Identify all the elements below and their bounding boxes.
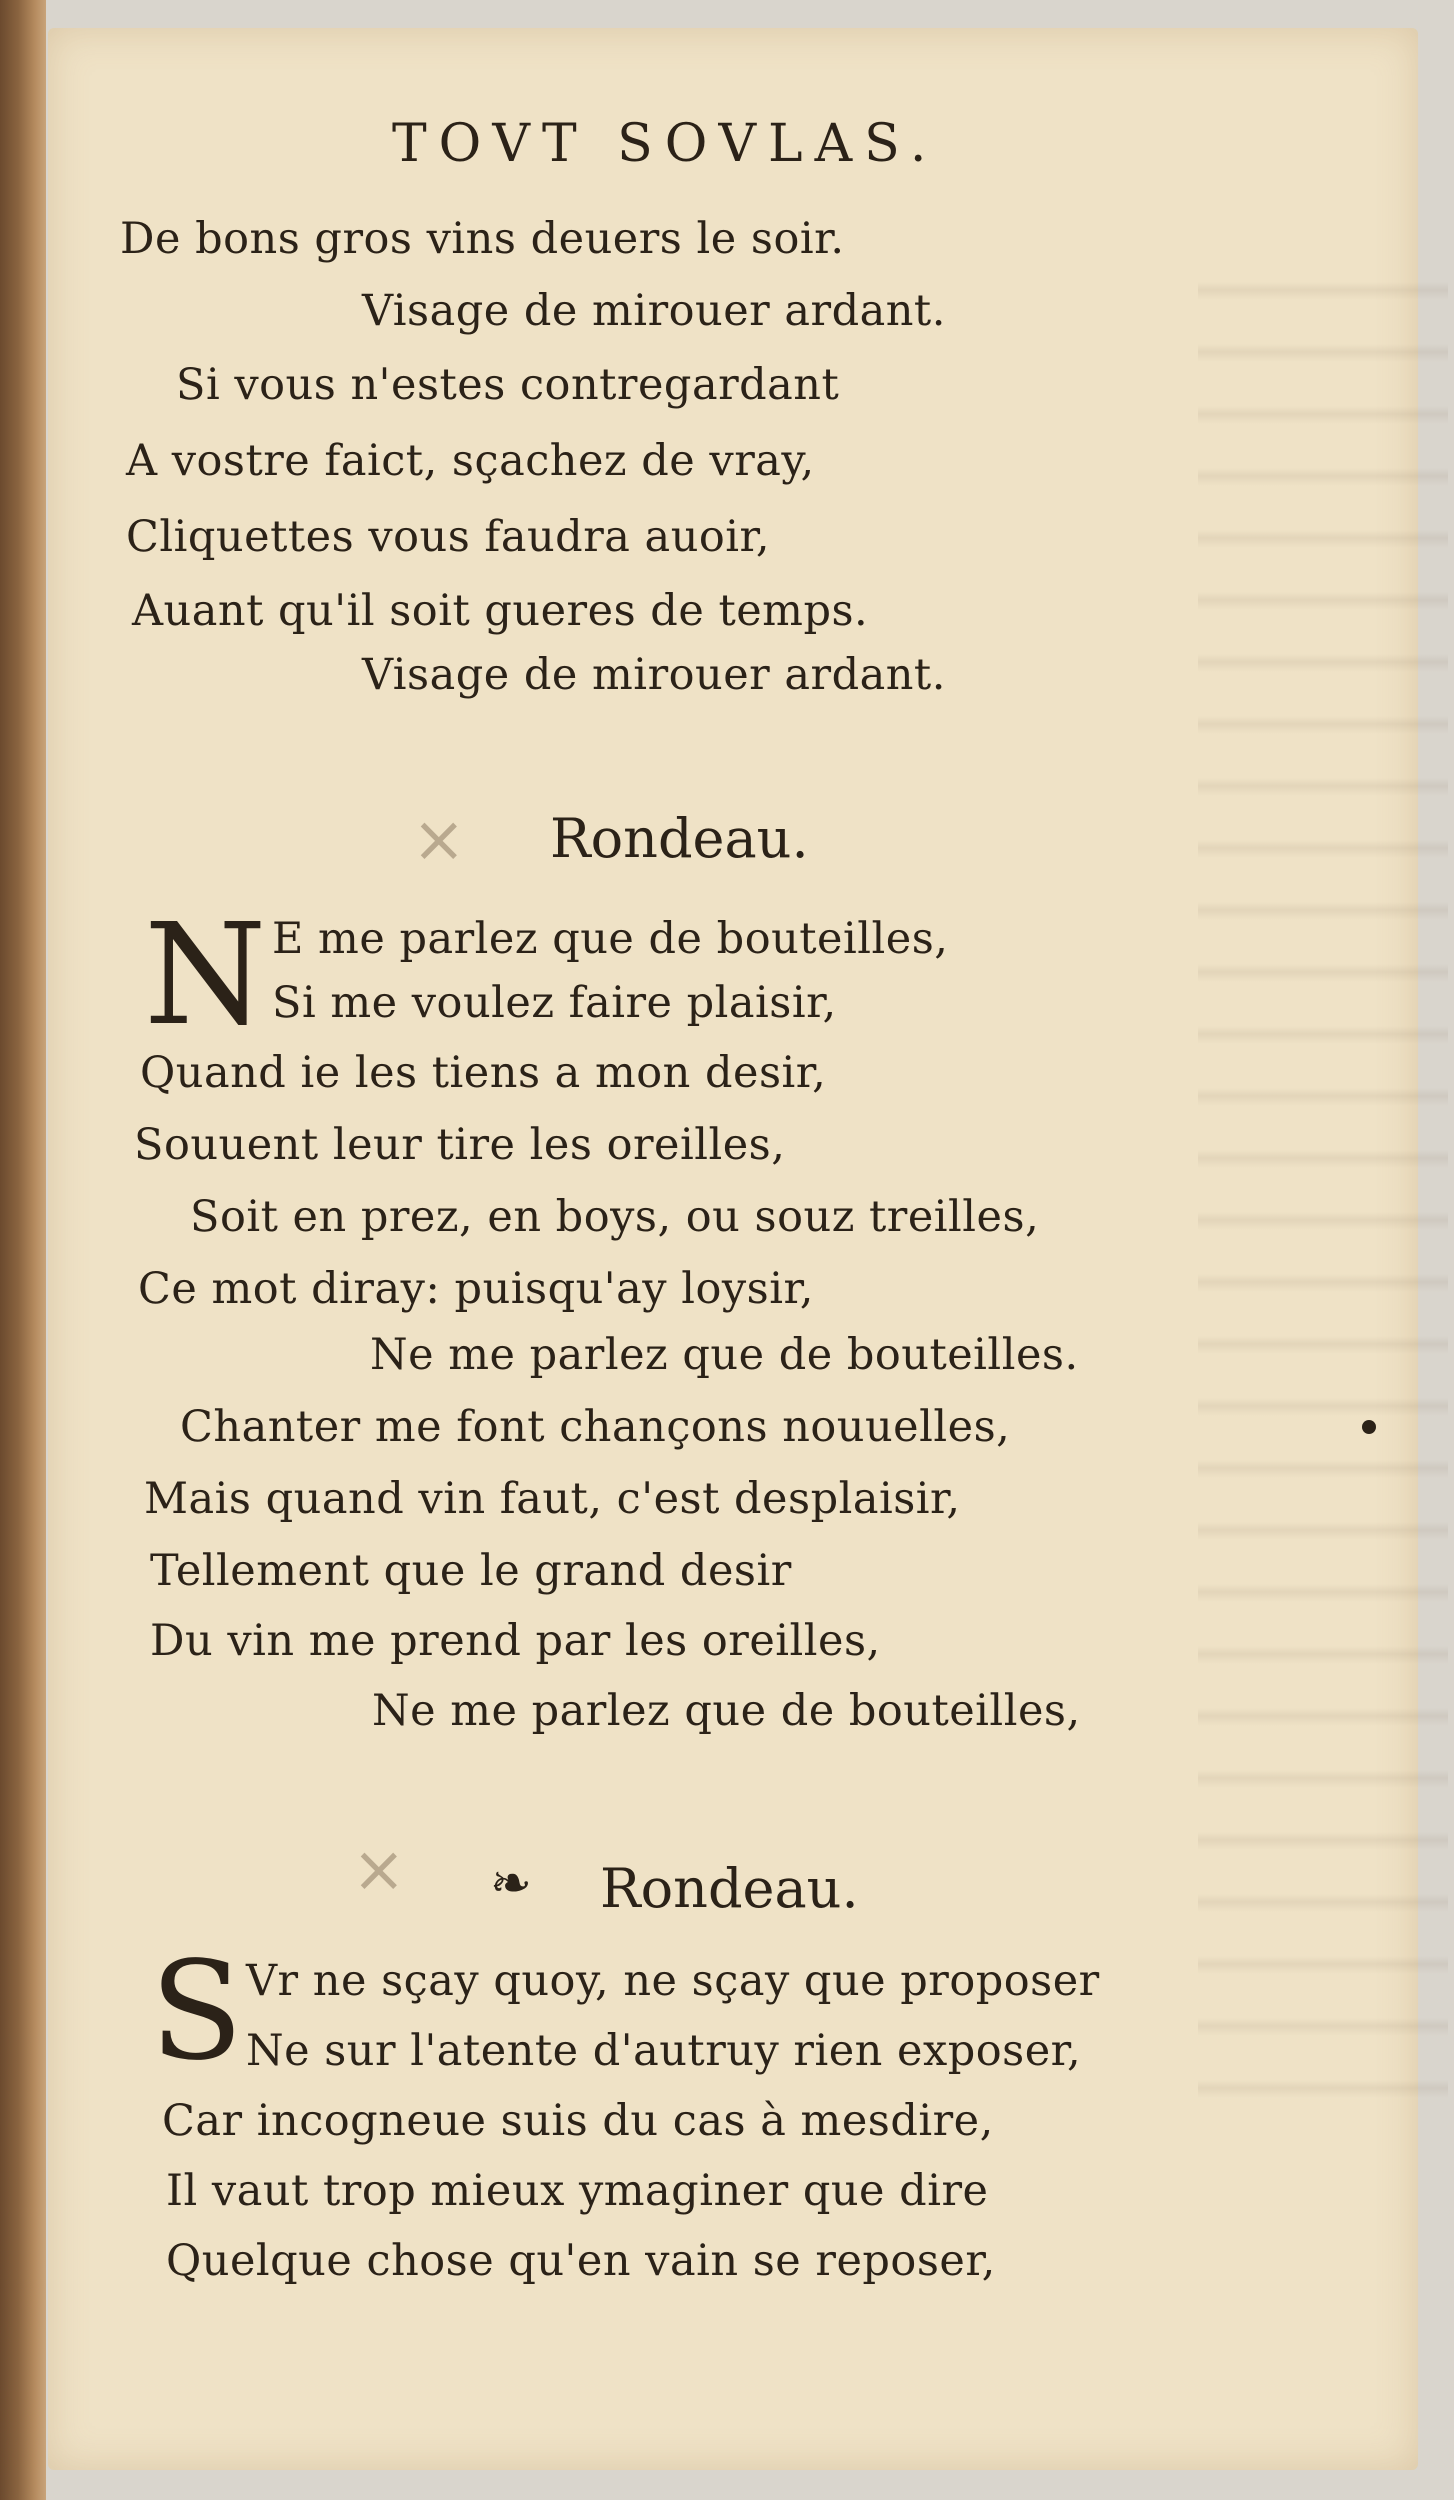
poem-line: Si me voulez faire plaisir, (272, 978, 837, 1028)
poem-line: Ce mot diray: puisqu'ay loysir, (138, 1264, 814, 1314)
poem-line: E me parlez que de bouteilles, (272, 914, 949, 964)
poem-line: Visage de mirouer ardant. (362, 650, 946, 700)
poem-line: Mais quand vin faut, c'est desplaisir, (144, 1474, 961, 1524)
drop-cap: S (150, 1933, 244, 2091)
poem-line: Ne sur l'atente d'autruy rien exposer, (246, 2026, 1082, 2076)
poem-line: A vostre faict, sçachez de vray, (126, 436, 815, 486)
poem-line: Quand ie les tiens a mon desir, (140, 1048, 827, 1098)
poem-line: Soit en prez, en boys, ou souz treilles, (190, 1192, 1040, 1242)
pencil-cross-mark: × (412, 803, 466, 877)
poem-line: Si vous n'estes contregardant (176, 360, 840, 410)
poem-line: Quelque chose qu'en vain se reposer, (166, 2236, 996, 2286)
show-through-text (1198, 238, 1448, 2138)
poem-line: Ne me parlez que de bouteilles, (372, 1686, 1081, 1736)
pencil-cross-mark: × (352, 1833, 406, 1907)
poem-line: De bons gros vins deuers le soir. (120, 214, 845, 264)
poem-line: Tellement que le grand desir (150, 1546, 792, 1596)
poem-line: Car incogneue suis du cas à mesdire, (162, 2096, 994, 2146)
poem-line: Il vaut trop mieux ymaginer que dire (166, 2166, 989, 2216)
book-binding (0, 0, 46, 2500)
poem-line: Cliquettes vous faudra auoir, (126, 512, 771, 562)
drop-cap: N (144, 894, 267, 1057)
fleuron-ornament: ❧ (490, 1854, 532, 1912)
poem-line: Visage de mirouer ardant. (362, 286, 946, 336)
poem-line: Vr ne sçay quoy, ne sçay que proposer (246, 1956, 1100, 2006)
poem-line: Chanter me font chançons nouuelles, (180, 1402, 1011, 1452)
poem-line: Auant qu'il soit gueres de temps. (132, 586, 869, 636)
ink-dot (1362, 1420, 1376, 1434)
rondeau-heading: Rondeau. (600, 1857, 859, 1920)
running-title: TOVT SOVLAS. (392, 114, 939, 174)
poem-line: Du vin me prend par les oreilles, (150, 1616, 881, 1666)
rondeau-heading: Rondeau. (550, 807, 809, 870)
poem-line: Souuent leur tire les oreilles, (134, 1120, 786, 1170)
poem-line: Ne me parlez que de bouteilles. (370, 1330, 1079, 1380)
